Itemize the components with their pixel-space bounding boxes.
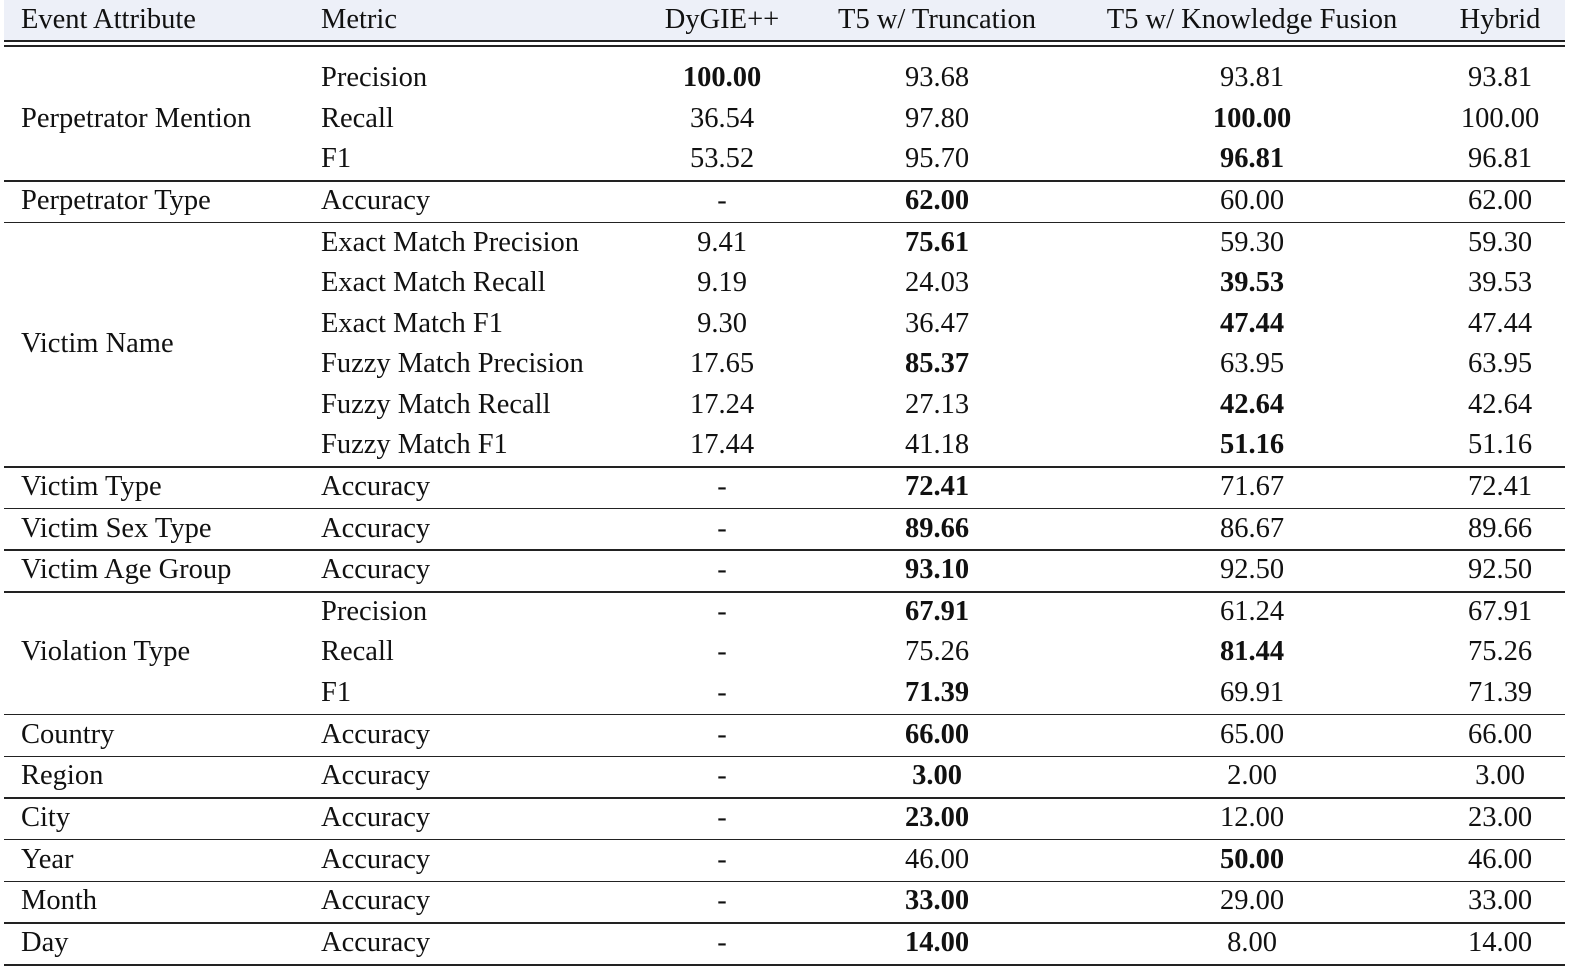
group-divider — [4, 714, 1565, 716]
group-divider — [4, 756, 1565, 758]
value-cell: 51.16 — [1219, 429, 1285, 461]
attribute-month: Month — [21, 885, 98, 917]
header-event-attribute: Event Attribute — [21, 4, 196, 35]
value-cell: 66.00 — [1467, 718, 1533, 750]
value-cell: 63.95 — [1467, 348, 1533, 380]
value-cell: 2.00 — [1227, 760, 1277, 792]
value-cell: 36.47 — [904, 307, 970, 339]
metric-cell: Recall — [321, 102, 394, 134]
value-cell: 59.30 — [1219, 226, 1285, 258]
value-cell: 89.66 — [1467, 512, 1533, 544]
value-cell: 62.00 — [904, 184, 970, 216]
value-cell: 86.67 — [1219, 512, 1285, 544]
group-divider — [4, 549, 1565, 551]
value-cell: 42.64 — [1219, 388, 1285, 420]
attribute-victim-age-group: Victim Age Group — [21, 554, 232, 586]
value-cell: 39.53 — [1219, 267, 1285, 299]
value-cell: 100.00 — [682, 62, 762, 94]
metric-cell: F1 — [321, 143, 352, 175]
value-cell: - — [717, 843, 727, 875]
header-rule-top — [4, 40, 1565, 42]
header-rule-bottom — [4, 45, 1565, 47]
value-cell: 17.65 — [689, 348, 755, 380]
attribute-victim-sex-type: Victim Sex Type — [21, 512, 212, 544]
value-cell: - — [717, 760, 727, 792]
header-dygie: DyGIE++ — [664, 4, 780, 35]
value-cell: 93.10 — [904, 554, 970, 586]
header-metric: Metric — [321, 4, 397, 35]
value-cell: 75.61 — [904, 226, 970, 258]
metric-cell: Accuracy — [321, 554, 431, 586]
value-cell: 65.00 — [1219, 718, 1285, 750]
value-cell: 72.41 — [904, 470, 970, 502]
value-cell: 93.81 — [1467, 62, 1533, 94]
header-hybrid: Hybrid — [1459, 4, 1541, 35]
value-cell: 9.19 — [697, 267, 747, 299]
value-cell: 66.00 — [904, 718, 970, 750]
attribute-victim-name: Victim Name — [21, 327, 174, 359]
value-cell: 3.00 — [1475, 760, 1525, 792]
group-divider — [4, 508, 1565, 510]
group-divider — [4, 222, 1565, 224]
value-cell: 17.44 — [689, 429, 755, 461]
value-cell: 46.00 — [904, 843, 970, 875]
metric-cell: Accuracy — [321, 760, 431, 792]
metric-cell: Accuracy — [321, 802, 431, 834]
value-cell: 27.13 — [904, 388, 970, 420]
value-cell: - — [717, 512, 727, 544]
value-cell: 89.66 — [904, 512, 970, 544]
value-cell: 81.44 — [1219, 636, 1285, 668]
metric-cell: Precision — [321, 62, 428, 94]
value-cell: 67.91 — [1467, 595, 1533, 627]
value-cell: 69.91 — [1219, 676, 1285, 708]
value-cell: 36.54 — [689, 102, 755, 134]
value-cell: 23.00 — [904, 802, 970, 834]
value-cell: 61.24 — [1219, 595, 1285, 627]
header-t5-knowledge-fusion: T5 w/ Knowledge Fusion — [1106, 4, 1398, 35]
value-cell: 8.00 — [1227, 927, 1277, 959]
value-cell: - — [717, 554, 727, 586]
value-cell: 24.03 — [904, 267, 970, 299]
value-cell: - — [717, 927, 727, 959]
group-divider — [4, 591, 1565, 593]
metric-cell: Fuzzy Match F1 — [321, 429, 508, 461]
value-cell: 85.37 — [904, 348, 970, 380]
value-cell: 75.26 — [904, 636, 970, 668]
metric-cell: Fuzzy Match Recall — [321, 388, 551, 420]
value-cell: 92.50 — [1467, 554, 1533, 586]
value-cell: 71.67 — [1219, 470, 1285, 502]
metric-cell: Precision — [321, 595, 428, 627]
attribute-city: City — [21, 802, 71, 834]
attribute-year: Year — [21, 843, 74, 875]
value-cell: 67.91 — [904, 595, 970, 627]
metric-cell: Exact Match Recall — [321, 267, 546, 299]
value-cell: 93.68 — [904, 62, 970, 94]
value-cell: - — [717, 595, 727, 627]
value-cell: 72.41 — [1467, 470, 1533, 502]
group-divider — [4, 466, 1565, 468]
value-cell: 9.41 — [697, 226, 747, 258]
attribute-region: Region — [21, 760, 104, 792]
attribute-country: Country — [21, 718, 115, 750]
value-cell: 47.44 — [1467, 307, 1533, 339]
value-cell: 3.00 — [912, 760, 962, 792]
metric-cell: F1 — [321, 676, 352, 708]
value-cell: 96.81 — [1219, 143, 1285, 175]
metric-cell: Fuzzy Match Precision — [321, 348, 584, 380]
value-cell: 62.00 — [1467, 184, 1533, 216]
attribute-day: Day — [21, 927, 69, 959]
attribute-violation-type: Violation Type — [21, 636, 191, 668]
metric-cell: Recall — [321, 636, 394, 668]
value-cell: 33.00 — [1467, 885, 1533, 917]
value-cell: 50.00 — [1219, 843, 1285, 875]
value-cell: 14.00 — [1467, 927, 1533, 959]
value-cell: 23.00 — [1467, 802, 1533, 834]
group-divider — [4, 797, 1565, 799]
value-cell: 100.00 — [1460, 102, 1540, 134]
value-cell: 41.18 — [904, 429, 970, 461]
value-cell: - — [717, 885, 727, 917]
value-cell: 92.50 — [1219, 554, 1285, 586]
value-cell: 17.24 — [689, 388, 755, 420]
value-cell: - — [717, 718, 727, 750]
value-cell: 60.00 — [1219, 184, 1285, 216]
group-divider — [4, 881, 1565, 883]
value-cell: - — [717, 636, 727, 668]
value-cell: 71.39 — [1467, 676, 1533, 708]
value-cell: - — [717, 184, 727, 216]
value-cell: 9.30 — [697, 307, 747, 339]
value-cell: 46.00 — [1467, 843, 1533, 875]
value-cell: - — [717, 470, 727, 502]
group-divider — [4, 964, 1565, 966]
value-cell: 59.30 — [1467, 226, 1533, 258]
value-cell: 97.80 — [904, 102, 970, 134]
value-cell: 39.53 — [1467, 267, 1533, 299]
value-cell: 29.00 — [1219, 885, 1285, 917]
value-cell: 96.81 — [1467, 143, 1533, 175]
value-cell: 33.00 — [904, 885, 970, 917]
value-cell: 14.00 — [904, 927, 970, 959]
value-cell: 93.81 — [1219, 62, 1285, 94]
attribute-perpetrator-mention: Perpetrator Mention — [21, 102, 252, 134]
metric-cell: Exact Match Precision — [321, 226, 580, 258]
value-cell: 71.39 — [904, 676, 970, 708]
value-cell: 51.16 — [1467, 429, 1533, 461]
metric-cell: Accuracy — [321, 184, 431, 216]
group-divider — [4, 922, 1565, 924]
metric-cell: Accuracy — [321, 885, 431, 917]
header-row — [4, 0, 1565, 40]
value-cell: 53.52 — [689, 143, 755, 175]
value-cell: 75.26 — [1467, 636, 1533, 668]
group-divider — [4, 839, 1565, 841]
value-cell: 100.00 — [1212, 102, 1292, 134]
value-cell: 63.95 — [1219, 348, 1285, 380]
metric-cell: Accuracy — [321, 470, 431, 502]
attribute-victim-type: Victim Type — [21, 470, 162, 502]
metric-cell: Exact Match F1 — [321, 307, 504, 339]
metric-cell: Accuracy — [321, 512, 431, 544]
value-cell: 95.70 — [904, 143, 970, 175]
value-cell: 47.44 — [1219, 307, 1285, 339]
metric-cell: Accuracy — [321, 843, 431, 875]
attribute-perpetrator-type: Perpetrator Type — [21, 184, 211, 216]
value-cell: - — [717, 802, 727, 834]
metric-cell: Accuracy — [321, 927, 431, 959]
value-cell: 12.00 — [1219, 802, 1285, 834]
value-cell: - — [717, 676, 727, 708]
group-divider — [4, 180, 1565, 182]
metric-cell: Accuracy — [321, 718, 431, 750]
value-cell: 42.64 — [1467, 388, 1533, 420]
header-t5-truncation: T5 w/ Truncation — [838, 4, 1036, 35]
